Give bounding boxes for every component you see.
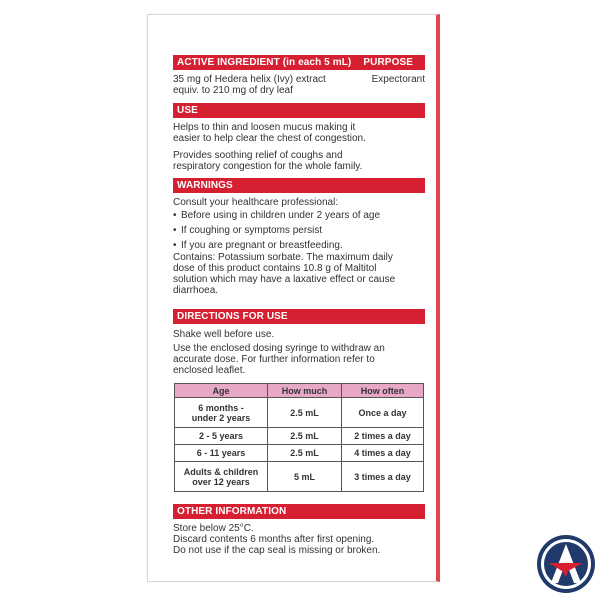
amount-cell: 5 mL	[268, 462, 342, 492]
ingredient-line: 35 mg of Hedera helix (Ivy) extract	[173, 74, 326, 85]
ingredient-text	[173, 74, 353, 96]
use-paragraph-line: respiratory congestion for the whole family.	[173, 161, 363, 172]
use-header	[173, 103, 425, 118]
other-information-header	[173, 504, 425, 519]
warning-item: • If you are pregnant or breastfeeding.	[173, 240, 425, 251]
age-line: over 12 years	[192, 476, 250, 487]
warning-item: • If coughing or symptoms persist	[173, 225, 425, 236]
label-content	[173, 55, 425, 556]
dosage-table	[174, 383, 424, 492]
age-cell	[175, 462, 268, 492]
frequency-cell: 4 times a day	[342, 445, 424, 462]
other-info-line: Discard contents 6 months after first opening.	[173, 534, 375, 545]
warnings-header	[173, 178, 425, 193]
ingredient-line: equiv. to 210 mg of dry leaf	[173, 85, 293, 96]
warnings-title: WARNINGS	[177, 180, 233, 191]
table-row	[175, 398, 424, 428]
directions-title: DIRECTIONS FOR USE	[177, 311, 288, 322]
other-information-title: OTHER INFORMATION	[177, 506, 287, 517]
purpose-title: PURPOSE	[363, 57, 413, 68]
use-paragraph-line: easier to help clear the chest of congestion.	[173, 133, 366, 144]
directions-shake: Shake well before use.	[173, 329, 275, 340]
warning-item: • Before using in children under 2 years of age	[173, 210, 425, 221]
contains-line: dose of this product contains 10.8 g of Maltitol	[173, 263, 377, 274]
other-info-line: Store below 25°C.	[173, 523, 254, 534]
dosage-table-header-row	[175, 384, 424, 398]
product-label-panel	[147, 14, 440, 582]
directions-line: accurate dose. For further information refer to	[173, 354, 375, 365]
contains-line: solution which may have a laxative effect or cause	[173, 274, 396, 285]
warnings-intro: Consult your healthcare professional:	[173, 197, 339, 208]
amount-cell: 2.5 mL	[268, 445, 342, 462]
amount-cell: 2.5 mL	[268, 428, 342, 445]
purpose-value: Expectorant	[371, 74, 425, 85]
frequency-cell: 2 times a day	[342, 428, 424, 445]
directions-line: Use the enclosed dosing syringe to withdraw an	[173, 343, 385, 354]
table-row	[175, 445, 424, 462]
age-line: 6 months -	[198, 402, 244, 413]
active-ingredient-row	[173, 74, 425, 96]
age-line: under 2 years	[191, 412, 251, 423]
frequency-cell: Once a day	[342, 398, 424, 428]
other-info-line: Do not use if the cap seal is missing or broken.	[173, 545, 381, 556]
use-paragraph-line: Helps to thin and loosen mucus making it	[173, 122, 356, 133]
column-header-how-much: How much	[268, 384, 342, 398]
column-header-age: Age	[175, 384, 268, 398]
warnings-list	[173, 210, 425, 251]
column-header-how-often: How often	[342, 384, 424, 398]
active-ingredient-header	[173, 55, 425, 70]
table-row	[175, 462, 424, 492]
directions-header	[173, 309, 425, 324]
age-cell: 6 - 11 years	[175, 445, 268, 462]
active-ingredient-title: ACTIVE INGREDIENT (in each 5 mL)	[177, 57, 352, 68]
use-paragraph-line: Provides soothing relief of coughs and	[173, 150, 343, 161]
star-a-badge-icon	[535, 533, 597, 595]
table-row	[175, 428, 424, 445]
contains-line: Contains: Potassium sorbate. The maximum daily	[173, 252, 393, 263]
contains-line: diarrhoea.	[173, 285, 219, 296]
directions-line: enclosed leaflet.	[173, 365, 246, 376]
use-title: USE	[177, 105, 198, 116]
frequency-cell: 3 times a day	[342, 462, 424, 492]
amount-cell: 2.5 mL	[268, 398, 342, 428]
age-cell: 2 - 5 years	[175, 428, 268, 445]
age-cell	[175, 398, 268, 428]
age-line: Adults & children	[183, 466, 259, 477]
